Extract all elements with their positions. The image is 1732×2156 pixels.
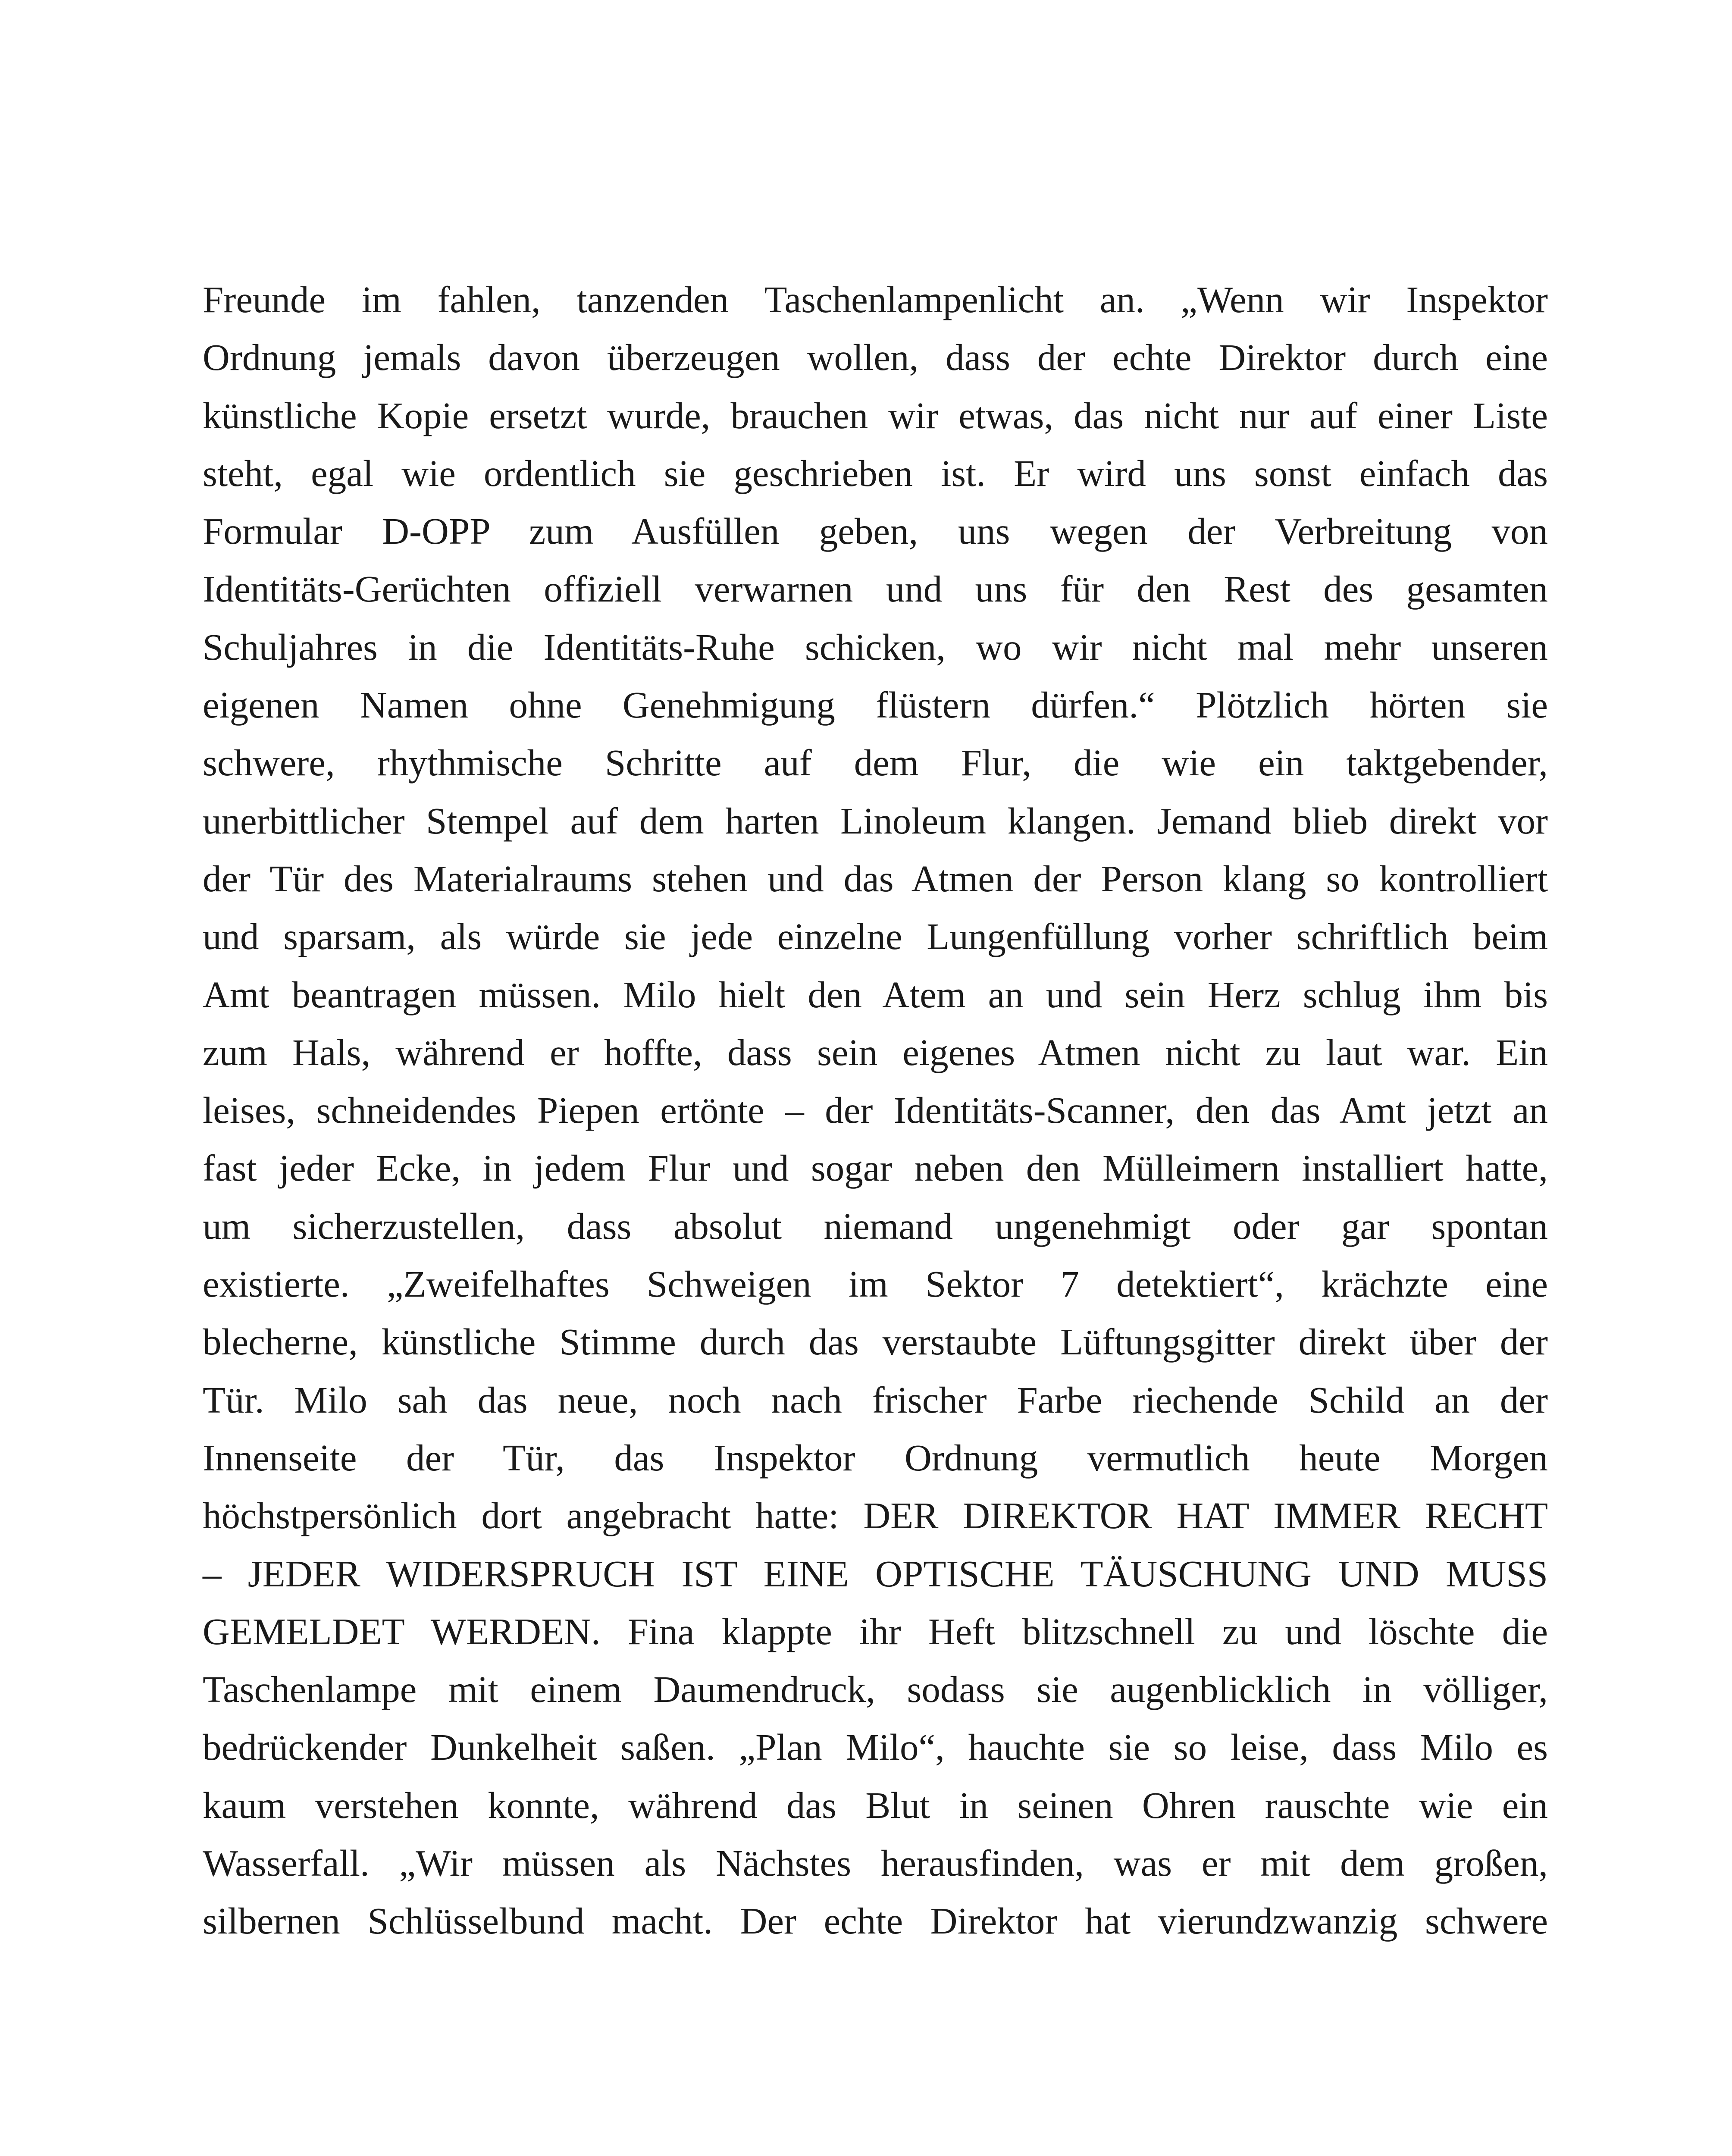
text-line: fast jeder Ecke, in jedem Flur und sogar neben den Mülleimern installiert hatte, [203,1147,1548,1189]
text-line: – JEDER WIDERSPRUCH IST EINE OPTISCHE TÄUSCHUNG UND MUSS [203,1552,1548,1595]
text-line: kaum verstehen konnte, während das Blut in seinen Ohren rauschte wie ein [203,1784,1548,1826]
text-line: Formular D-OPP zum Ausfüllen geben, uns wegen der Verbreitung von [203,510,1548,552]
text-line: der Tür des Materialraums stehen und das Atmen der Person klang so kontrolliert [203,857,1548,899]
text-line: bedrückender Dunkelheit saßen. „Plan Milo“, hauchte sie so leise, dass Milo es [203,1726,1548,1768]
text-line: Taschenlampe mit einem Daumendruck, sodass sie augenblicklich in völliger, [203,1668,1548,1711]
text-line: blecherne, künstliche Stimme durch das verstaubte Lüftungsgitter direkt über der [203,1321,1548,1363]
text-line: höchstpersönlich dort angebracht hatte: DER DIREKTOR HAT IMMER RECHT [203,1495,1548,1537]
text-line: und sparsam, als würde sie jede einzelne Lungenfüllung vorher schriftlich beim [203,915,1548,958]
text-line: künstliche Kopie ersetzt wurde, brauchen wir etwas, das nicht nur auf einer Liste [203,394,1548,436]
text-line: unerbittlicher Stempel auf dem harten Linoleum klangen. Jemand blieb direkt vor [203,799,1548,842]
text-line: leises, schneidendes Piepen ertönte – der Identitäts-Scanner, den das Amt jetzt an [203,1089,1548,1131]
text-line: schwere, rhythmische Schritte auf dem Flur, die wie ein taktgebender, [203,742,1548,784]
text-line: Tür. Milo sah das neue, noch nach frischer Farbe riechende Schild an der [203,1379,1548,1421]
text-line: silbernen Schlüsselbund macht. Der echte Direktor hat vierundzwanzig schwere [203,1900,1548,1942]
text-line: zum Hals, während er hoffte, dass sein eigenes Atmen nicht zu laut war. Ein [203,1031,1548,1073]
text-line: existierte. „Zweifelhaftes Schweigen im Sektor 7 detektiert“, krächzte eine [203,1263,1548,1305]
text-line: Ordnung jemals davon überzeugen wollen, dass der echte Direktor durch eine [203,336,1548,379]
text-line: steht, egal wie ordentlich sie geschrieben ist. Er wird uns sonst einfach das [203,452,1548,494]
text-line: Identitäts-Gerüchten offiziell verwarnen und uns für den Rest des gesamten [203,568,1548,610]
text-line: Wasserfall. „Wir müssen als Nächstes herausfinden, was er mit dem großen, [203,1842,1548,1884]
text-line: um sicherzustellen, dass absolut niemand ungenehmigt oder gar spontan [203,1205,1548,1247]
text-line: eigenen Namen ohne Genehmigung flüstern dürfen.“ Plötzlich hörten sie [203,684,1548,726]
text-line: Innenseite der Tür, das Inspektor Ordnung vermutlich heute Morgen [203,1436,1548,1479]
text-line: Amt beantragen müssen. Milo hielt den Atem an und sein Herz schlug ihm bis [203,973,1548,1015]
body-paragraph [203,271,1548,1950]
text-line: Freunde im fahlen, tanzenden Taschenlampenlicht an. „Wenn wir Inspektor [203,279,1548,320]
text-line: Schuljahres in die Identitäts-Ruhe schicken, wo wir nicht mal mehr unseren [203,626,1548,668]
text-line: GEMELDET WERDEN. Fina klappte ihr Heft blitzschnell zu und löschte die [203,1610,1548,1652]
